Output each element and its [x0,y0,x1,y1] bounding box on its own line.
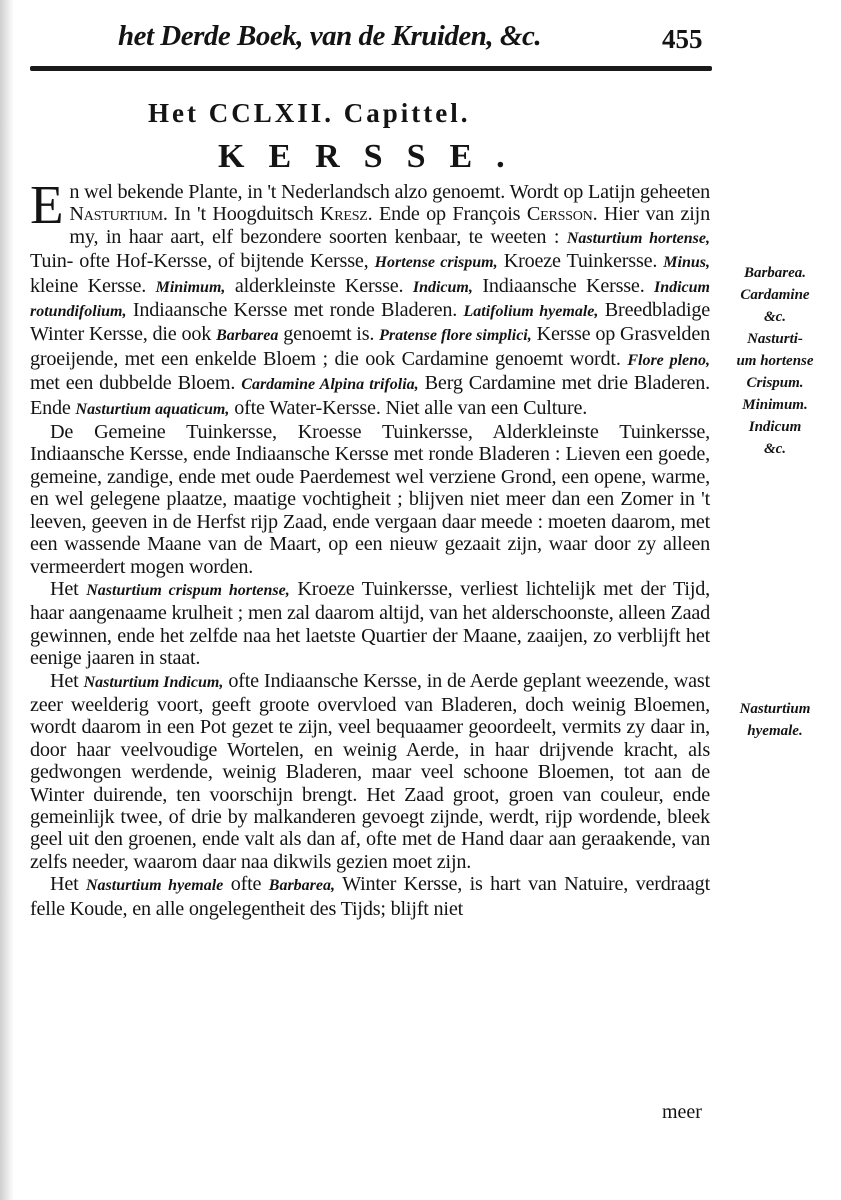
body-text [30,174,711,920]
paragraph-5 [30,873,710,920]
latin-term: Barbarea, [268,877,335,895]
marginal-line: Indicum [748,419,802,435]
text-run: In 't Hoogduitsch [167,203,320,226]
marginal-line: &c. [763,309,787,325]
text-run: Het [50,669,84,692]
german-name-smallcaps: Kresz. [319,203,373,226]
text-run: genoemt is. [278,323,380,346]
marginal-line: &c. [763,441,787,457]
marginal-line: Minimum. [742,397,808,413]
catchword: meer [662,1101,702,1123]
paragraph-3 [30,578,710,670]
latin-term: Nasturtium crispum hortense, [86,581,290,599]
text-run: Kroeze Tuinkersse, verliest lichtelijk met der Tijd, haar aangenaame krulheit ; men zal daarom altijd, van het alderschoonste, alleen Zaad gewinnen, ende het zelfde naa het laetste Quartier der Maane, zaaijen, zo verblijft het eenige jaaren in staat. [30,577,710,670]
french-name-smallcaps: Cersson. [526,203,598,226]
latin-term: Minus, [663,254,710,272]
latin-term: Indicum, [412,278,473,296]
marginal-note-1 [717,262,833,460]
text-run: Kersse op Grasvelden groeijende, met een enkelde Bloem ; die ook Cardamine genoemt wordt. [30,323,710,370]
chapter-heading: Het CCLXII. Capittel. [148,98,471,128]
marginal-line: Crispum. [746,375,804,391]
latin-term: Nasturtium aquaticum, [75,400,230,418]
text-run: ofte [223,873,269,896]
text-run: Hier van zijn my, in haar aart, elf bezondere soorten kenbaar, te weeten : [69,203,710,248]
latin-term: Nasturtium hortense, [566,229,710,247]
latin-term: Nasturtium hyemale [86,877,224,895]
page-header [40,8,720,68]
running-head: het Derde Boek, van de Kruiden, &c. [118,20,542,52]
marginal-line: Nasturti- [747,331,803,347]
text-run: Ende op François [372,203,527,226]
marginal-line: Barbarea. [743,265,807,281]
text-run: ofte Indiaansche Kersse, in de Aerde geplant weezende, wast zeer weelderig voort, geeft groote overvloed van Bladeren, doch weinig Bloemen, wordt daarom in een Pot gezet te zijn, veel bequaamer geoordeelt, vermits zy daar in, door haar veelvoudige Wortelen, en weinig Aerde, in haar drijvende kracht, als gedwongen werdende, weinig Bladeren, maar veel schoone Bloemen, tot aan de Winter duirende, ten voorschijn brengt. Het Zaad groot, groen van couleur, ende gemeinlijk twee, of drie by malkanderen gevoegt zijnde, werdt, rijp wordende, bleek geel uit den groenen, ende valt als dan af, ofte met de Hand daar aan geraakende, van zelfs needer, waarom daar naa dikwils gezien moet zijn. [30,669,710,873]
marginal-line: Nasturtium [739,701,811,717]
latin-term: Cardamine Alpina trifolia, [241,376,419,394]
latin-term: Barbarea [216,327,279,345]
latin-term: Pratense flore simplici, [379,327,532,345]
drop-cap: E [30,174,64,235]
paragraph-1 [30,174,711,421]
text-run: met een dubbelde Bloem. [30,372,242,395]
paragraph-4 [30,670,710,874]
text-run: kleine Kersse. [30,274,156,297]
text-run: ofte Water-Kersse. Niet alle van een Culture. [229,396,588,419]
paragraph-2: De Gemeine Tuinkersse, Kroesse Tuinkersse, Alderkleinste Tuinkersse, Indiaansche Kersse, ende Indiaansche Kersse met ronde Bladeren : Lieven een goede, gemeine, zandige, ende met oude Paerdemest wel verziene Grond, een opene, warme, en wel gelegene plaatze, maatige vochtigheit ; blijven niet meer dan een Zomer in 't leeven, geeven in de Herfst rijp Zaad, ende vergaan daar meede : moeten daarom, met een wassende Maane van de Maart, op een nieuw gezaait zijn, waar door zy alleen vermeerdert mogen worden. [30,421,710,578]
latin-term: Flore pleno, [627,351,711,369]
marginal-line: hyemale. [747,723,803,739]
text-run: n wel bekende Plante, in 't Nederlandsch alzo genoemt. Wordt op Latijn geheeten [69,181,711,203]
marginal-line: Cardamine [740,287,810,303]
text-run: Indiaansche Kersse. [472,274,654,297]
marginal-note-2 [717,698,833,742]
latin-term: Hortense crispum, [374,254,498,272]
latin-term: Latifolium hyemale, [463,303,599,321]
text-run: Berg Cardamine met drie Bladeren. Ende [30,372,710,419]
text-run: Indiaansche Kersse met ronde Bladeren. [126,299,464,322]
text-run: Het [50,577,87,600]
text-run: Breedbladige Winter Kersse, die ook [30,299,711,346]
latin-term: Indicum rotundifolium, [30,278,710,321]
text-run: Winter Kersse, is hart van Natuire, verdraagt felle Koude, en alle ongelegentheit des Tijds; blijft niet [30,873,710,920]
text-run: alderkleinste Kersse. [225,274,413,297]
plant-name-heading: KERSSE. [218,138,529,175]
text-run: Kroeze Tuinkersse. [497,250,664,273]
latin-term: Nasturtium Indicum, [83,673,224,691]
latin-name-smallcaps: Nasturtium. [69,203,168,226]
text-run: Het [50,873,86,896]
header-rule [30,66,712,71]
page-number: 455 [662,24,703,54]
text-run: Tuin- ofte Hof-Kersse, of bijtende Kersse, [30,250,375,273]
page-gutter-shadow [0,0,14,1200]
marginal-line: um hortense [736,353,814,369]
latin-term: Minimum, [155,278,226,296]
